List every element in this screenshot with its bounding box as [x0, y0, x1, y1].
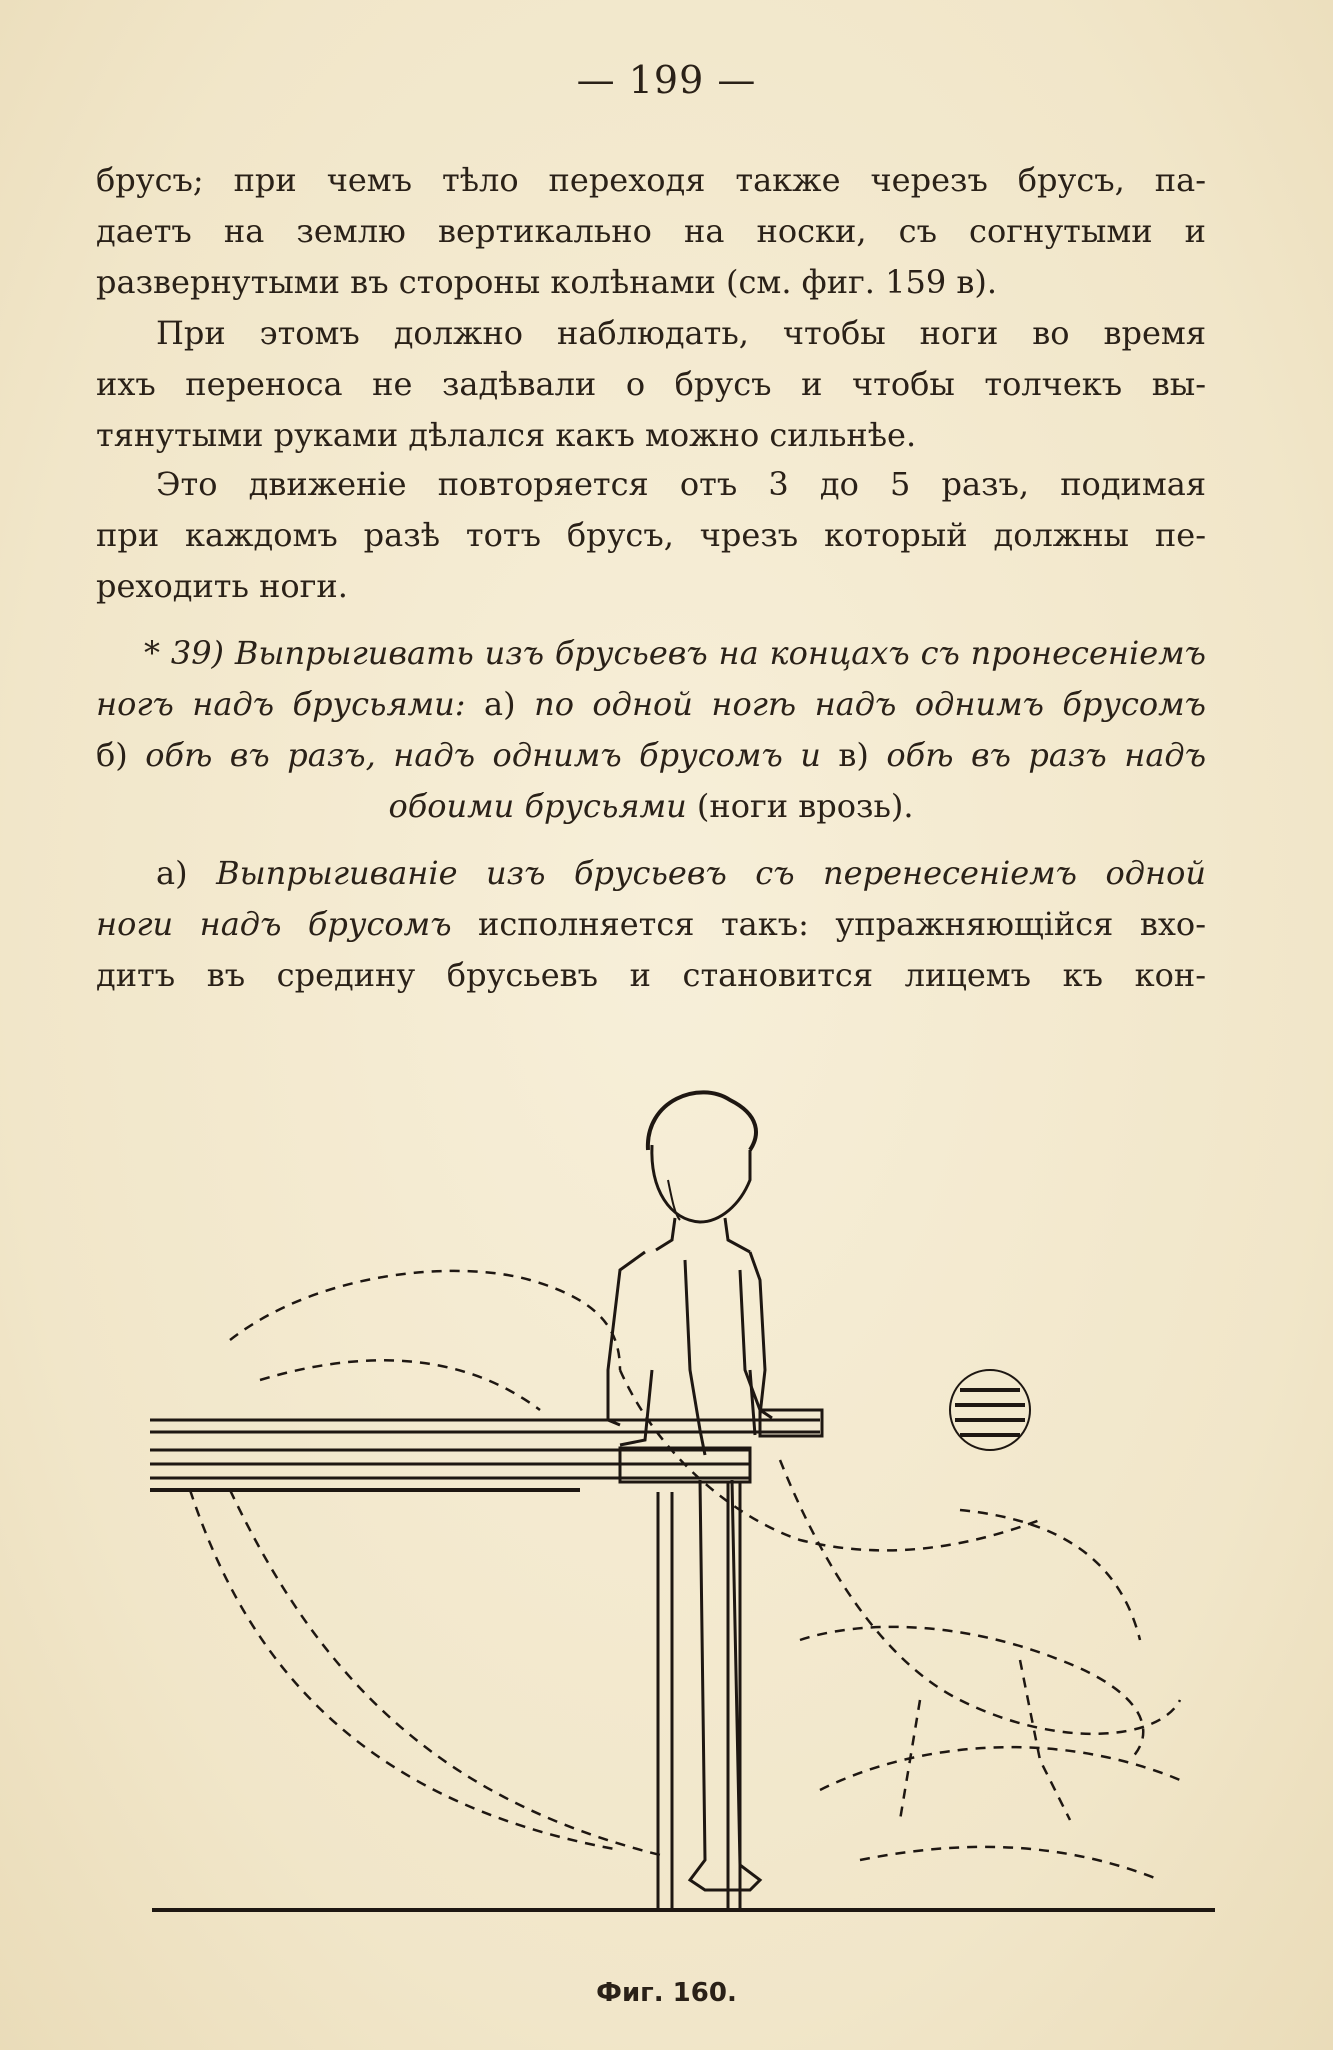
text-line — [96, 848, 1206, 899]
italic-span: ногъ надъ брусьями: — [96, 685, 466, 723]
text-line: брусъ; при чемъ тѣло переходя также черезъ брусъ, па- — [96, 161, 1206, 199]
plain-span: б) — [96, 736, 146, 774]
figure-arm — [685, 1260, 705, 1455]
paragraph-continuation — [96, 155, 1206, 308]
text-line: ихъ переноса не задѣвали о брусъ и чтобы толчекъ вы- — [96, 365, 1206, 403]
exercise-39-heading — [96, 628, 1206, 832]
plain-span: а) — [465, 685, 535, 723]
text-line: При этомъ должно наблюдать, чтобы ноги во время — [156, 314, 1206, 352]
figure-caption: Фиг. 160. — [596, 1978, 737, 2008]
italic-span: обоими брусьями — [388, 787, 687, 825]
italic-span: ноги надъ брусомъ — [96, 905, 452, 943]
figure-arm — [740, 1270, 772, 1418]
plain-span: в) — [820, 736, 887, 774]
italic-span: Выпрыгиваніе изъ брусьевъ съ перенесеніемъ одной — [216, 854, 1207, 892]
ball — [950, 1370, 1030, 1450]
plain-span: а) — [156, 854, 217, 892]
text-line: при каждомъ разѣ тотъ брусъ, чрезъ который должны пе- — [96, 516, 1206, 554]
exercise-title-line — [96, 679, 1206, 730]
text-line — [96, 899, 1206, 950]
text-line: тянутыми руками дѣлался какъ можно сильнѣе. — [96, 416, 917, 454]
plain-span: исполняется такъ: упражняющійся вхо- — [451, 905, 1207, 943]
paragraph-repeat — [96, 459, 1206, 612]
ball-hatching — [955, 1390, 1025, 1435]
exercise-title-line — [96, 781, 1206, 832]
text-line: дитъ въ средину брусьевъ и становится лицемъ къ кон- — [96, 956, 1206, 994]
dashed-trajectory — [190, 1271, 1180, 1880]
text-line: Это движеніе повторяется отъ 3 до 5 разъ, подимая — [156, 465, 1206, 503]
page-number: — 199 — — [576, 58, 757, 102]
exercise-title-line — [96, 730, 1206, 781]
italic-span: по одной ногѣ надъ однимъ брусомъ — [534, 685, 1207, 723]
text-line: развернутыми въ стороны колѣнами (см. фиг. 159 в). — [96, 263, 998, 301]
italic-span: обѣ въ разъ, надъ однимъ брусомъ и — [145, 736, 821, 774]
figure-160-illustration — [60, 1040, 1260, 1940]
exercise-title-line: * 39) Выпрыгивать изъ брусьевъ на концахъ съ пронесеніемъ — [144, 634, 1206, 672]
paragraph-observe — [96, 308, 1206, 461]
figure-legs — [690, 1480, 760, 1890]
figure-face — [652, 1145, 750, 1222]
italic-span: обѣ въ разъ надъ — [886, 736, 1207, 774]
figure-hair — [648, 1092, 756, 1150]
text-line: даетъ на землю вертикально на носки, съ согнутыми и — [96, 212, 1206, 250]
paragraph-a — [96, 848, 1206, 1001]
plain-span: (ноги врозь). — [686, 787, 914, 825]
text-line: реходить ноги. — [96, 567, 348, 605]
